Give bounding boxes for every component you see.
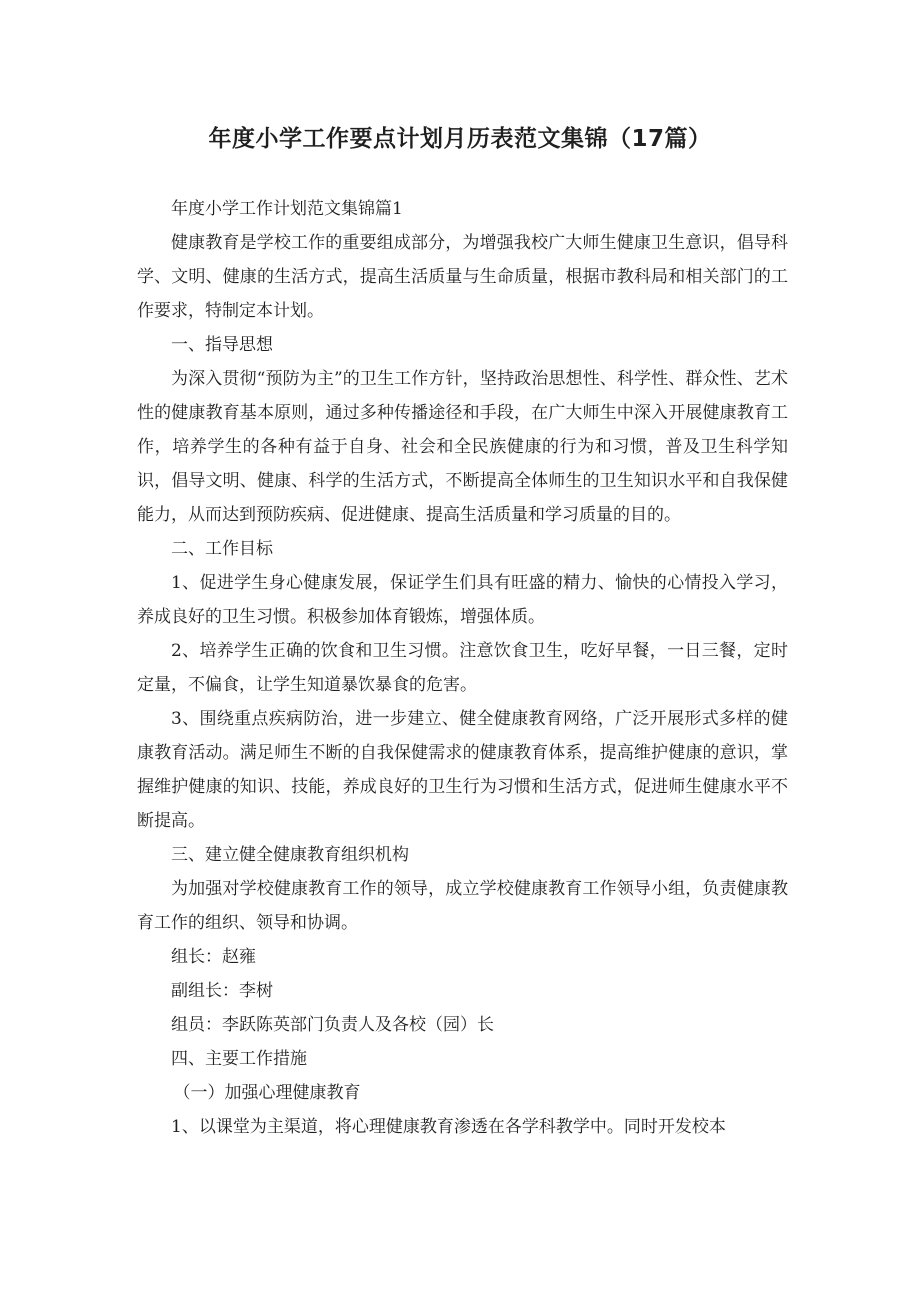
body-paragraph: 为深入贯彻“预防为主”的卫生工作方针，坚持政治思想性、科学性、群众性、艺术性的健康教育基本原则，通过多种传播途径和手段，在广大师生中深入开展健康教育工作，培养学生的各种有益于自身、社会和全民族健康的行为和习惯，普及卫生科学知识，倡导文明、健康、科学的生活方式，不断提高全体师生的卫生知识水平和自我保健能力，从而达到预防疾病、促进健康、提高生活质量和学习质量的目的。 (137, 369, 788, 525)
subsection-heading: （一）加强心理健康教育 (173, 1083, 361, 1103)
document-body (137, 192, 788, 1144)
section-heading: 三、建立健全健康教育组织机构 (171, 845, 409, 865)
member-line: 组长：赵雍 (171, 947, 256, 967)
section-heading: 年度小学工作计划范文集锦篇1 (171, 199, 403, 219)
section-heading: 二、工作目标 (171, 539, 273, 559)
list-item: 2、培养学生正确的饮食和卫生习惯。注意饮食卫生，吃好早餐，一日三餐，定时定量，不偏食，让学生知道暴饮暴食的危害。 (137, 641, 788, 695)
list-item: 1、促进学生身心健康发展，保证学生们具有旺盛的精力、愉快的心情投入学习，养成良好的卫生习惯。积极参加体育锻炼，增强体质。 (137, 573, 788, 627)
section-heading: 四、主要工作措施 (171, 1049, 307, 1069)
member-line: 副组长：李树 (171, 981, 273, 1001)
section-heading: 一、指导思想 (171, 335, 273, 355)
document-title: 年度小学工作要点计划月历表范文集锦（17篇） (208, 126, 712, 152)
body-paragraph: 为加强对学校健康教育工作的领导，成立学校健康教育工作领导小组，负责健康教育工作的组织、领导和协调。 (137, 879, 788, 933)
body-paragraph: 健康教育是学校工作的重要组成部分，为增强我校广大师生健康卫生意识，倡导科学、文明、健康的生活方式，提高生活质量与生命质量，根据市教科局和相关部门的工作要求，特制定本计划。 (137, 233, 788, 321)
list-item: 1、以课堂为主渠道，将心理健康教育渗透在各学科教学中。同时开发校本 (171, 1117, 726, 1137)
member-line: 组员：李跃陈英部门负责人及各校（园）长 (171, 1015, 494, 1035)
list-item: 3、围绕重点疾病防治，进一步建立、健全健康教育网络，广泛开展形式多样的健康教育活动。满足师生不断的自我保健需求的健康教育体系，提高维护健康的意识，掌握维护健康的知识、技能，养成良好的卫生行为习惯和生活方式，促进师生健康水平不断提高。 (137, 709, 788, 831)
